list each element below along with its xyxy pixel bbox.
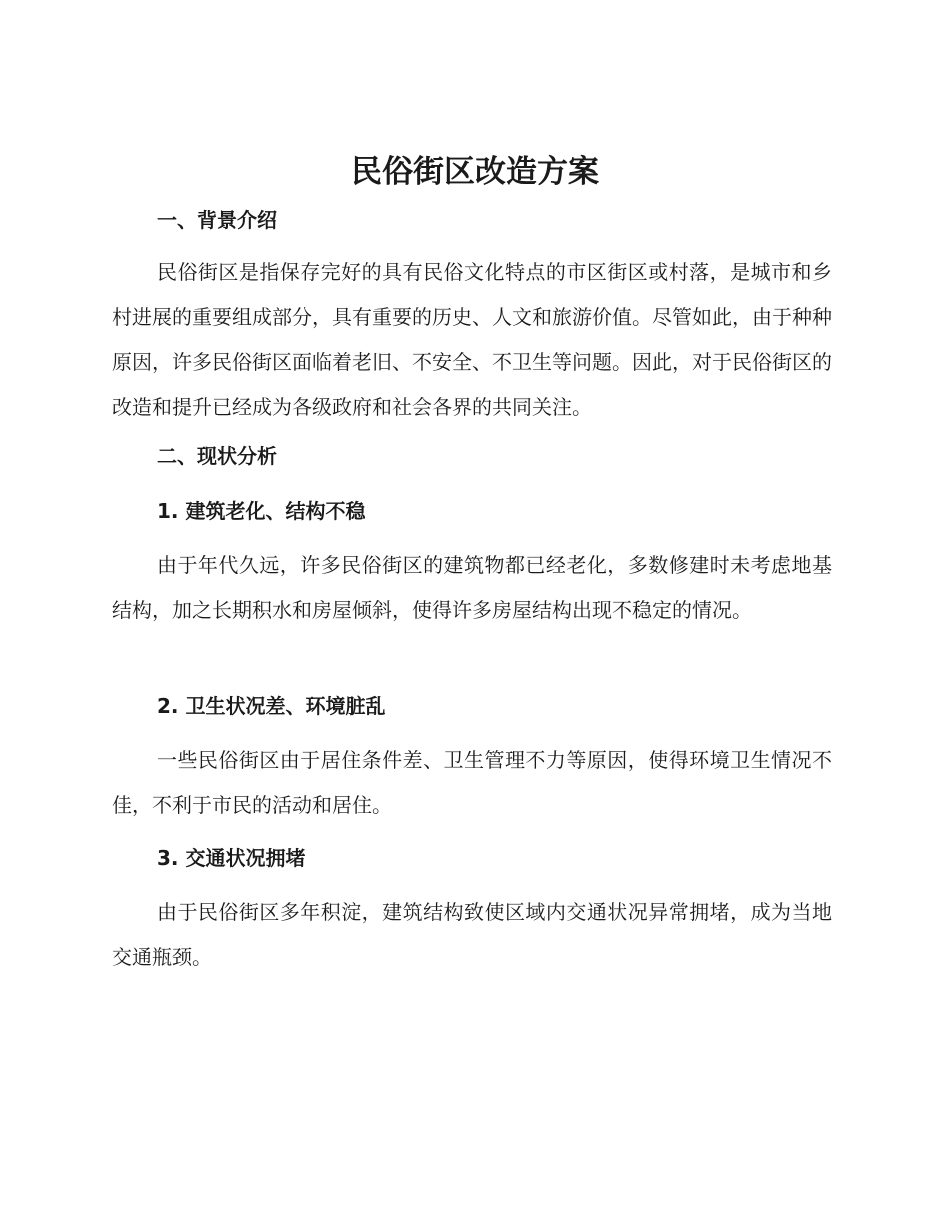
document-title: 民俗街区改造方案 [351,154,599,190]
paragraph-background: 民俗街区是指保存完好的具有民俗文化特点的市区街区或村落，是城市和乡村进展的重要组成部分，具有重要的历史、人文和旅游价值。尽管如此，由于种种原因，许多民俗街区面临着老旧、不安全、不卫生等问题。因此，对于民俗街区的改造和提升已经成为各级政府和社会各界的共同关注。 [112,260,832,419]
subheading-sanitation: 2. 卫生状况差、环境脏乱 [157,694,386,718]
paragraph-building-aging: 由于年代久远，许多民俗街区的建筑物都已经老化，多数修建时未考虑地基结构，加之长期积水和房屋倾斜，使得许多房屋结构出现不稳定的情况。 [112,553,832,622]
section-heading-analysis: 二、现状分析 [157,444,277,468]
section-heading-background: 一、背景介绍 [157,208,277,232]
paragraph-sanitation: 一些民俗街区由于居住条件差、卫生管理不力等原因，使得环境卫生情况不佳，不利于市民的活动和居住。 [112,748,832,817]
subheading-traffic: 3. 交通状况拥堵 [157,846,306,870]
subheading-building-aging: 1. 建筑老化、结构不稳 [157,499,366,523]
paragraph-traffic: 由于民俗街区多年积淀，建筑结构致使区域内交通状况异常拥堵，成为当地交通瓶颈。 [112,900,832,969]
